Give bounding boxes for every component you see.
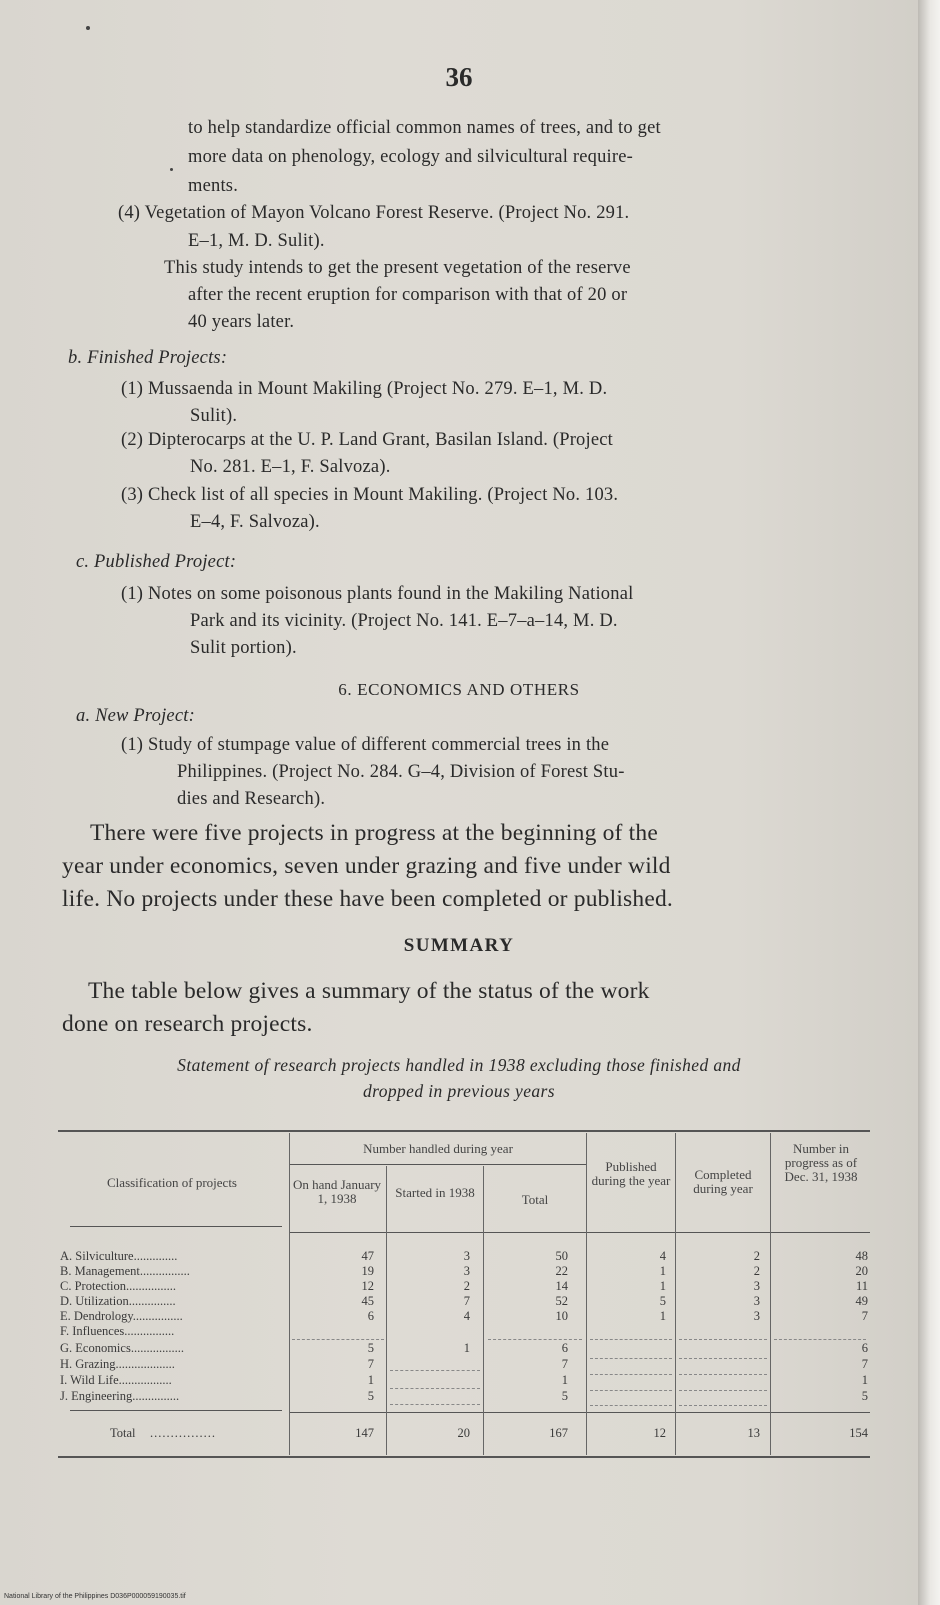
- cell-published: 1: [659, 1279, 666, 1293]
- cell-total: 50: [555, 1249, 568, 1263]
- cell-total: 5: [561, 1389, 568, 1403]
- text-line: after the recent eruption for comparison with that of 20 or: [188, 285, 628, 305]
- row-label: A. Silviculture..............: [60, 1249, 178, 1263]
- cell-onhand: 47: [361, 1249, 374, 1263]
- dashed-rule: [488, 1339, 582, 1340]
- cell-progress: 1: [861, 1373, 868, 1387]
- footer-credit: National Library of the Philippines D036P000059190035.tif: [4, 1593, 186, 1600]
- cell-total: 10: [555, 1309, 568, 1323]
- paragraph-line: The table below gives a summary of the status of the work: [88, 978, 650, 1004]
- cell-progress: 154: [849, 1426, 868, 1440]
- text-line: to help standardize official common names of trees, and to get: [188, 118, 661, 138]
- dashed-rule: [679, 1339, 767, 1340]
- list-item-continued: Sulit portion).: [190, 638, 297, 658]
- cell-started: 20: [457, 1426, 470, 1440]
- cell-onhand: 12: [361, 1279, 374, 1293]
- column-divider: [483, 1166, 484, 1455]
- cell-onhand: 7: [367, 1357, 374, 1371]
- list-item: (3) Check list of all species in Mount Makiling. (Project No. 103.: [121, 485, 619, 505]
- group-header-rule: [290, 1164, 586, 1165]
- dashed-rule: [390, 1370, 480, 1371]
- header-rule: [70, 1226, 282, 1227]
- dashed-rule: [679, 1358, 767, 1359]
- dashed-rule: [590, 1339, 672, 1340]
- list-item-continued: Sulit).: [190, 406, 238, 426]
- list-item-continued: dies and Research).: [177, 789, 326, 809]
- dashed-rule: [590, 1358, 672, 1359]
- text-line: 40 years later.: [188, 312, 295, 332]
- column-divider: [770, 1133, 771, 1455]
- cell-total: 52: [555, 1294, 568, 1308]
- cell-onhand: 6: [367, 1309, 374, 1323]
- cell-onhand: 147: [355, 1426, 374, 1440]
- paragraph-line: year under economics, seven under grazing and five under wild: [62, 853, 671, 879]
- cell-progress: 6: [861, 1341, 868, 1355]
- text-line: ments.: [188, 176, 239, 196]
- cell-completed: 3: [753, 1294, 760, 1308]
- ink-speck: [170, 168, 173, 171]
- text-line: more data on phenology, ecology and silvicultural require-: [188, 147, 634, 167]
- section-heading: b. Finished Projects:: [68, 348, 228, 368]
- list-item-continued: No. 281. E–1, F. Salvoza).: [190, 457, 391, 477]
- column-header: Started in 1938: [395, 1185, 475, 1200]
- cell-started: 3: [463, 1264, 470, 1278]
- column-divider: [586, 1133, 587, 1455]
- total-rule: [290, 1412, 870, 1413]
- total-rule: [70, 1410, 282, 1411]
- dashed-rule: [590, 1374, 672, 1375]
- dashed-rule: [590, 1405, 672, 1406]
- dashed-rule: [590, 1390, 672, 1391]
- row-label: Total: [110, 1426, 136, 1440]
- list-item: (1) Notes on some poisonous plants found in the Makiling National: [121, 584, 634, 604]
- cell-progress: 49: [855, 1294, 868, 1308]
- list-item-continued: Park and its vicinity. (Project No. 141. E–7–a–14, M. D.: [190, 611, 618, 631]
- ink-speck: [86, 26, 90, 30]
- dashed-rule: [390, 1404, 480, 1405]
- page-edge: [918, 0, 940, 1605]
- table-bottom-rule: [58, 1456, 870, 1458]
- cell-completed: 2: [753, 1249, 760, 1263]
- row-label: E. Dendrology................: [60, 1309, 183, 1323]
- section-title: 6. ECONOMICS AND OTHERS: [338, 680, 580, 699]
- dashed-rule: [390, 1388, 480, 1389]
- table-caption: dropped in previous years: [363, 1081, 555, 1101]
- cell-total: 1: [561, 1373, 568, 1387]
- list-item-continued: Philippines. (Project No. 284. G–4, Division of Forest Stu-: [177, 762, 625, 782]
- section-heading: c. Published Project:: [76, 552, 237, 572]
- column-header: Classification of projects: [107, 1175, 237, 1190]
- cell-completed: 2: [753, 1264, 760, 1278]
- column-header: On hand January 1, 1938: [292, 1177, 382, 1206]
- row-label: F. Influences................: [60, 1324, 175, 1338]
- cell-started: 2: [463, 1279, 470, 1293]
- table-caption: Statement of research projects handled in 1938 excluding those finished and: [177, 1055, 741, 1075]
- cell-onhand: 45: [361, 1294, 374, 1308]
- dashed-rule: [292, 1339, 384, 1340]
- row-label: J. Engineering...............: [60, 1389, 180, 1403]
- column-divider: [386, 1166, 387, 1455]
- paragraph-line: done on research projects.: [62, 1011, 313, 1037]
- cell-started: 1: [463, 1341, 470, 1355]
- dashed-rule: [679, 1405, 767, 1406]
- cell-progress: 7: [861, 1357, 868, 1371]
- cell-onhand: 1: [367, 1373, 374, 1387]
- header-rule: [290, 1232, 870, 1233]
- cell-started: 3: [463, 1249, 470, 1263]
- paragraph-line: There were five projects in progress at the beginning of the: [90, 820, 658, 846]
- dashed-rule: [679, 1374, 767, 1375]
- cell-started: 4: [463, 1309, 470, 1323]
- cell-completed: 3: [753, 1309, 760, 1323]
- cell-completed: 13: [747, 1426, 760, 1440]
- cell-progress: 48: [855, 1249, 868, 1263]
- cell-published: 4: [659, 1249, 666, 1263]
- leader-dots: ................: [150, 1426, 216, 1440]
- cell-onhand: 19: [361, 1264, 374, 1278]
- cell-onhand: 5: [367, 1341, 374, 1355]
- column-header: Published during the year: [591, 1159, 671, 1188]
- text-line: This study intends to get the present vegetation of the reserve: [164, 258, 631, 278]
- cell-published: 1: [659, 1264, 666, 1278]
- cell-total: 167: [549, 1426, 568, 1440]
- cell-progress: 5: [861, 1389, 868, 1403]
- list-item-continued: E–1, M. D. Sulit).: [188, 231, 325, 251]
- dashed-rule: [679, 1390, 767, 1391]
- cell-total: 6: [561, 1341, 568, 1355]
- dashed-rule: [774, 1339, 866, 1340]
- column-header: Number in progress as of Dec. 31, 1938: [784, 1141, 858, 1184]
- list-item: (1) Mussaenda in Mount Makiling (Project No. 279. E–1, M. D.: [121, 379, 608, 399]
- table-top-rule: [58, 1130, 870, 1132]
- cell-started: 7: [463, 1294, 470, 1308]
- cell-completed: 3: [753, 1279, 760, 1293]
- row-label: B. Management................: [60, 1264, 190, 1278]
- cell-onhand: 5: [367, 1389, 374, 1403]
- paragraph-line: life. No projects under these have been completed or published.: [62, 886, 674, 912]
- cell-total: 22: [555, 1264, 568, 1278]
- column-divider: [675, 1133, 676, 1455]
- cell-total: 7: [561, 1357, 568, 1371]
- cell-published: 1: [659, 1309, 666, 1323]
- summary-title: SUMMARY: [403, 935, 515, 956]
- cell-published: 12: [653, 1426, 666, 1440]
- row-label: I. Wild Life.................: [60, 1373, 172, 1387]
- list-item: (4) Vegetation of Mayon Volcano Forest Reserve. (Project No. 291.: [118, 203, 630, 223]
- page-number: 36: [445, 62, 473, 92]
- cell-progress: 7: [861, 1309, 868, 1323]
- cell-total: 14: [555, 1279, 568, 1293]
- row-label: C. Protection................: [60, 1279, 176, 1293]
- row-label: D. Utilization...............: [60, 1294, 176, 1308]
- list-item-continued: E–4, F. Salvoza).: [190, 512, 320, 532]
- column-header: Completed during year: [693, 1167, 753, 1196]
- group-header: Number handled during year: [363, 1141, 513, 1156]
- cell-progress: 20: [855, 1264, 868, 1278]
- list-item: (2) Dipterocarps at the U. P. Land Grant, Basilan Island. (Project: [121, 430, 614, 450]
- cell-published: 5: [659, 1294, 666, 1308]
- cell-progress: 11: [855, 1279, 868, 1293]
- column-divider: [289, 1133, 290, 1455]
- row-label: H. Grazing...................: [60, 1357, 175, 1371]
- column-header: Total: [521, 1192, 549, 1207]
- list-item: (1) Study of stumpage value of different commercial trees in the: [121, 735, 610, 755]
- section-heading: a. New Project:: [76, 706, 195, 726]
- row-label: G. Economics.................: [60, 1341, 184, 1355]
